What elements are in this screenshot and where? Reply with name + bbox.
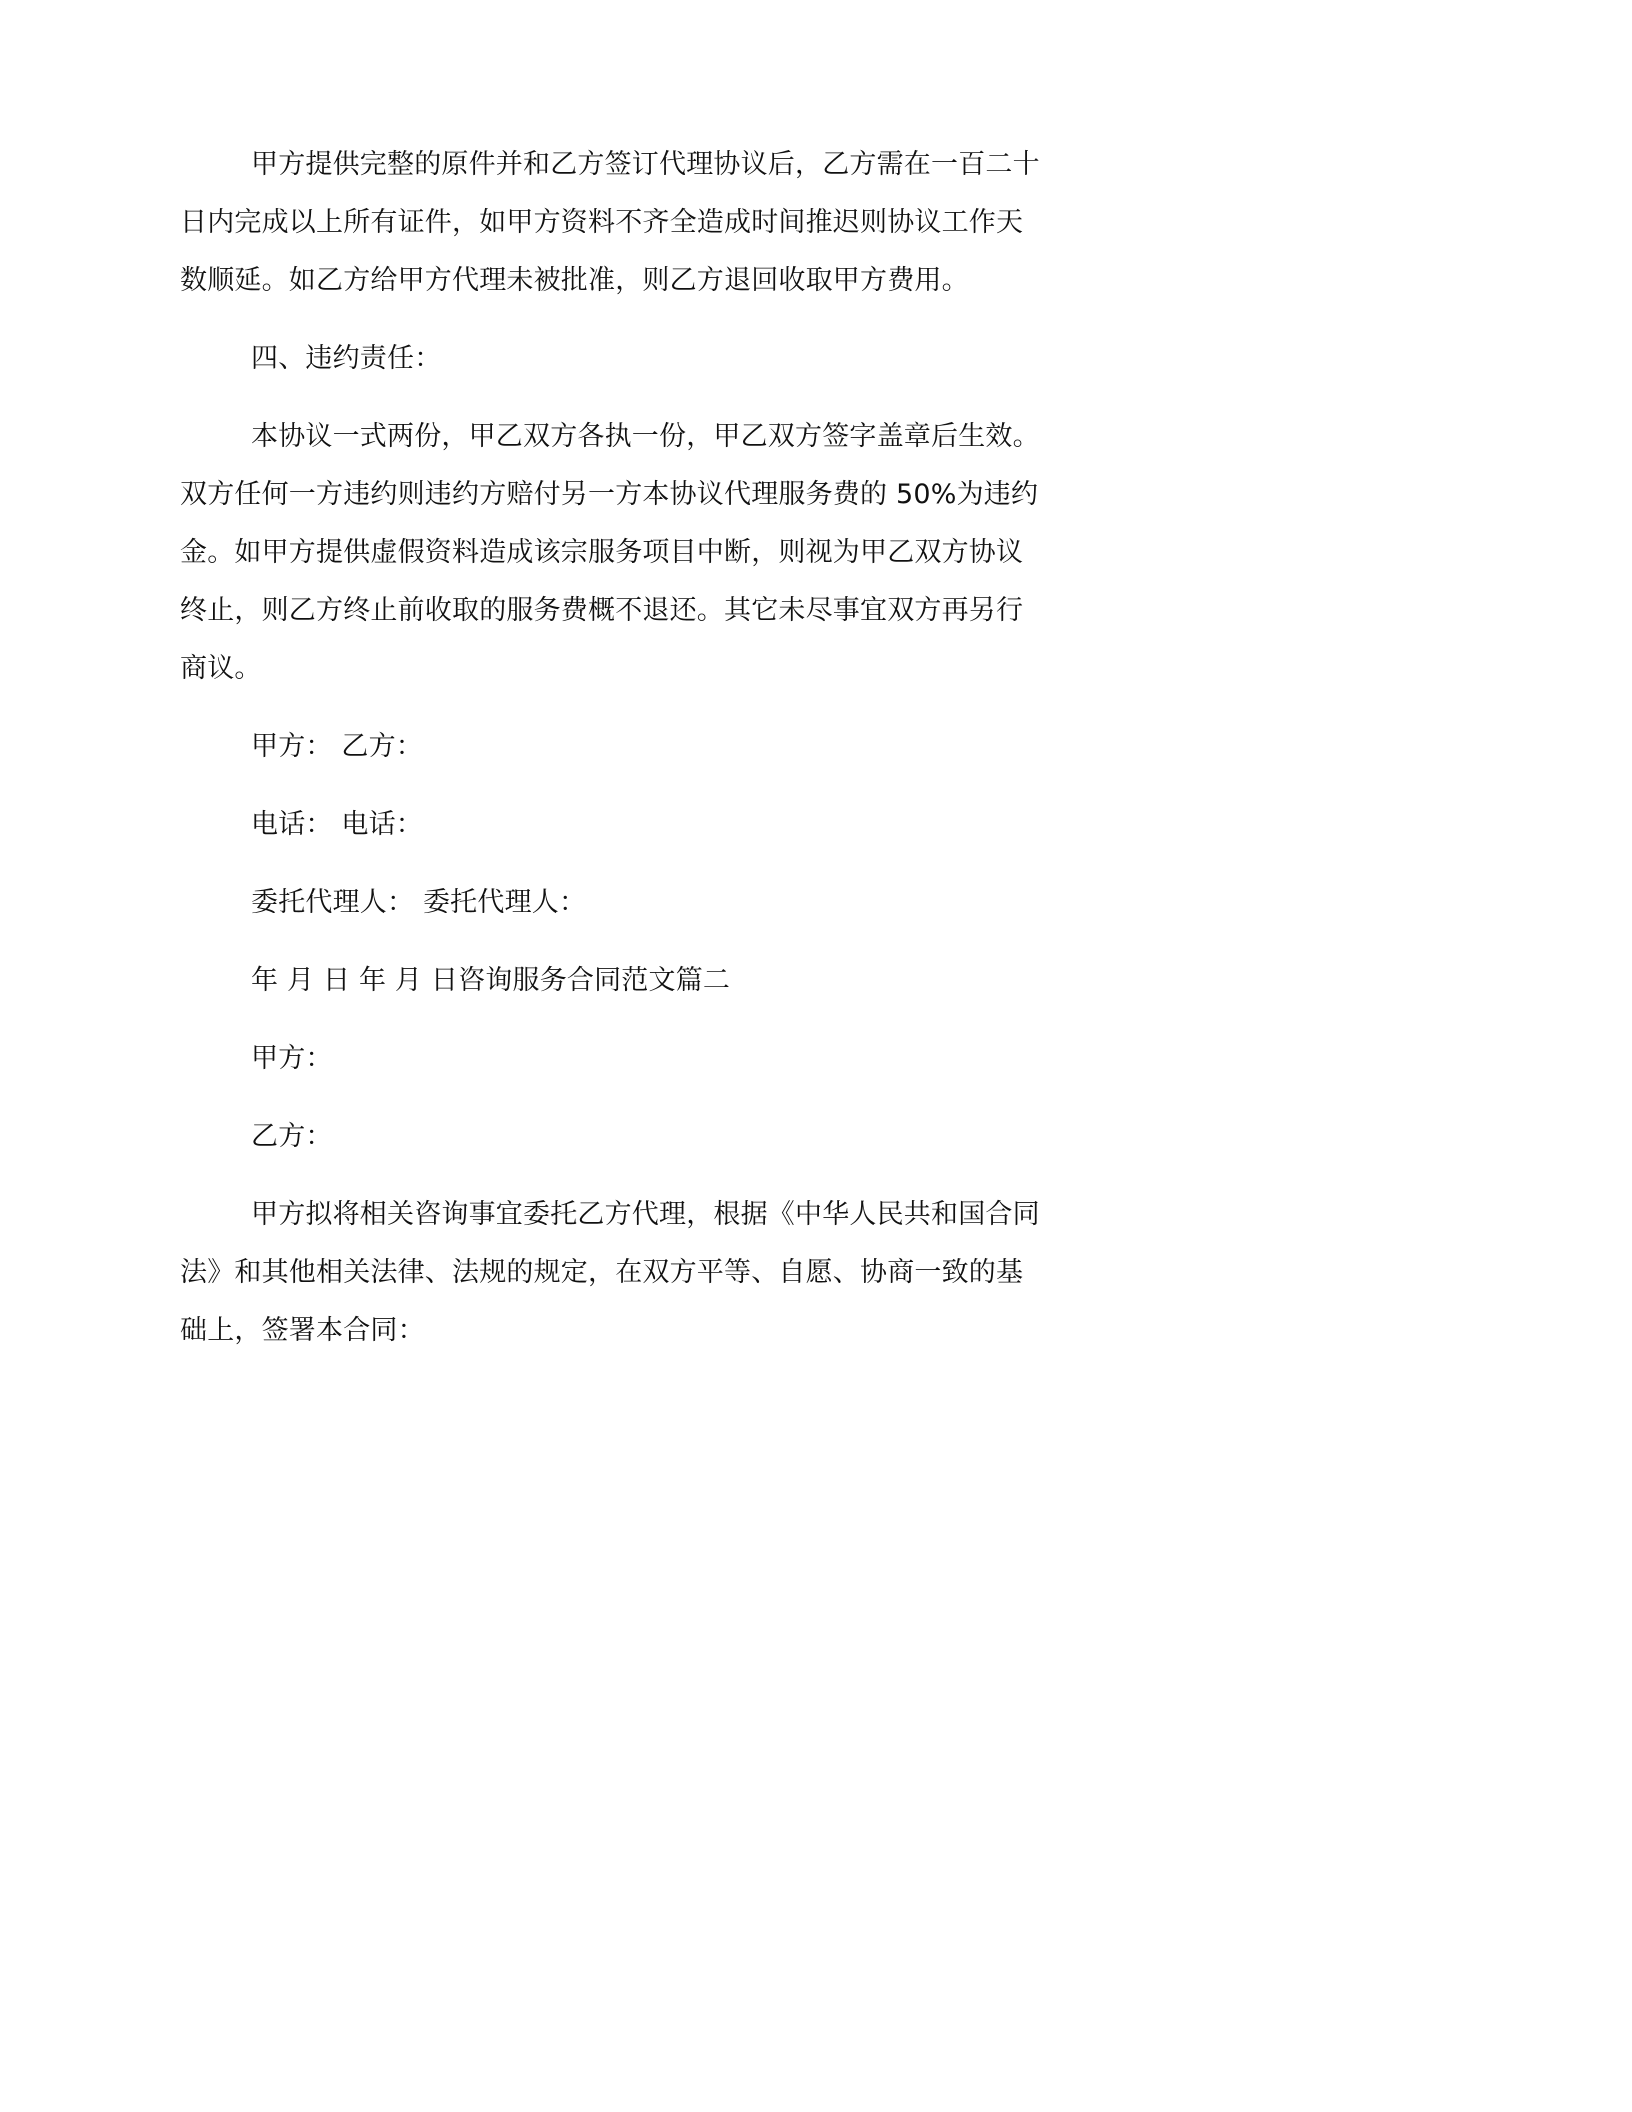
contract-introduction: 甲方拟将相关咨询事宜委托乙方代理，根据《中华人民共和国合同法》和其他相关法律、法规的规定，在双方平等、自愿、协商一致的基础上，签署本合同： (180, 1199, 1040, 1346)
date-and-title-line: 年 月 日 年 月 日咨询服务合同范文篇二 (251, 965, 731, 996)
paragraph-breach-terms: 本协议一式两份，甲乙双方各执一份，甲乙双方签字盖章后生效。双方任何一方违约则违约方赔付另一方本协议代理服务费的 50%为违约金。如甲方提供虚假资料造成该宗服务项目中断，则视为甲乙双方协议终止，则乙方终止前收取的服务费概不退还。其它未尽事宜双方再另行商议。 (180, 421, 1040, 684)
party-b-line: 乙方： (251, 1121, 333, 1152)
party-a-line: 甲方： (251, 1043, 333, 1074)
agent-signature-line: 委托代理人： 委托代理人： (251, 887, 587, 918)
section-heading-breach-liability: 四、违约责任： (251, 343, 442, 374)
party-signature-line: 甲方： 乙方： (251, 731, 423, 762)
phone-signature-line: 电话： 电话： (251, 809, 423, 840)
document-body (180, 136, 1050, 1360)
paragraph-agency-timeline: 甲方提供完整的原件并和乙方签订代理协议后，乙方需在一百二十日内完成以上所有证件，如甲方资料不齐全造成时间推迟则协议工作天数顺延。如乙方给甲方代理未被批准，则乙方退回收取甲方费用。 (180, 149, 1040, 296)
